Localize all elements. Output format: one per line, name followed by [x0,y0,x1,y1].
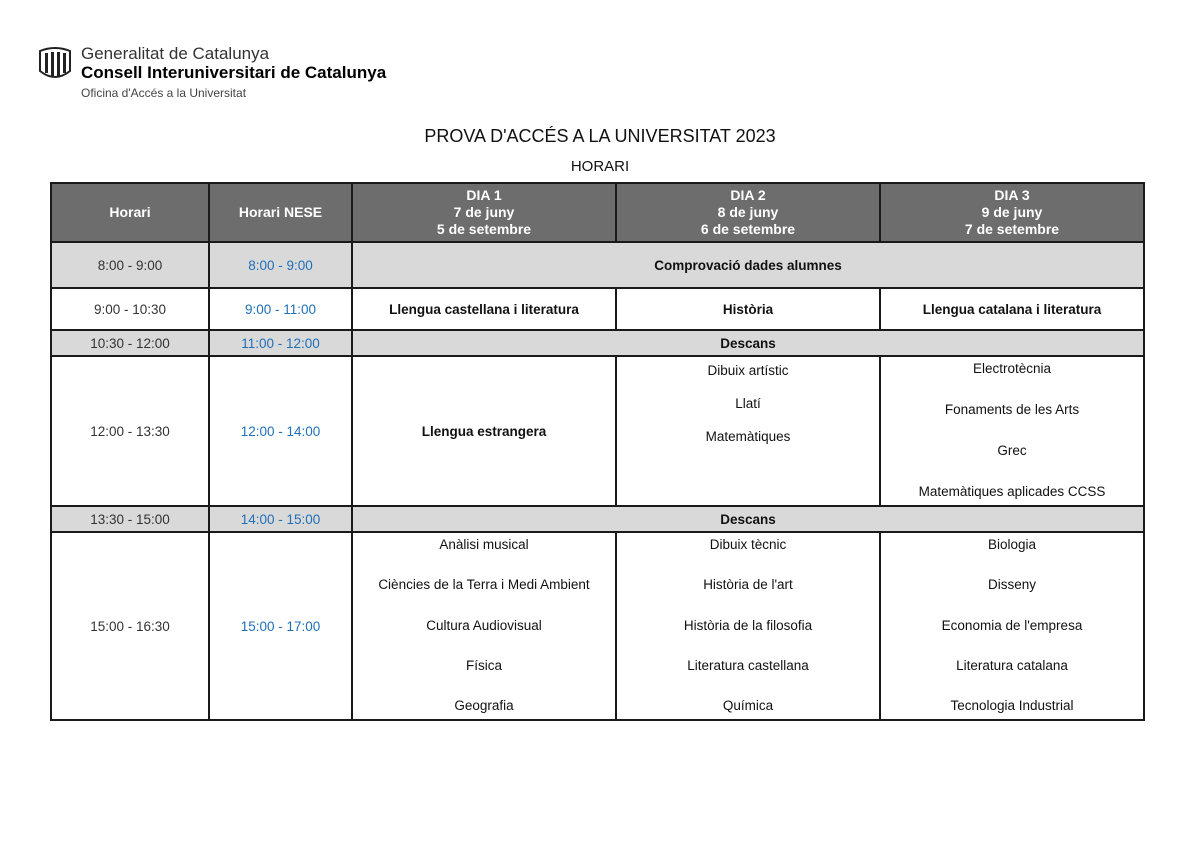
page-subtitle: HORARI [570,158,630,175]
subject-item: Llatí [735,396,761,411]
org-line-3: Oficina d'Accés a la Universitat [81,86,247,100]
subject-item: Ciències de la Terra i Medi Ambient [378,577,590,593]
organization-name [81,44,386,102]
subject-list-cell [616,532,880,720]
subject-list-cell [616,356,880,506]
org-line-2: Consell Interuniversitari de Catalunya [81,63,387,82]
table-row [51,506,1144,532]
subject-item: Matemàtiques aplicades CCSS [918,484,1106,499]
header-nese: Horari NESE [209,183,352,242]
subject-item: Matemàtiques [705,429,791,444]
day-2-date-2: 6 de setembre [700,221,796,237]
merged-cell: Descans [352,330,1144,356]
table-row [51,532,1144,720]
org-line-1: Generalitat de Catalunya [81,44,270,63]
table-row [51,330,1144,356]
header-day-2 [616,183,880,242]
time-cell: 8:00 - 9:00 [51,242,209,288]
table-row [51,242,1144,288]
subject-item: Anàlisi musical [439,537,529,552]
nese-time-cell: 9:00 - 11:00 [209,288,352,330]
subject-item: Història de l'art [703,577,793,593]
header-day-3 [880,183,1144,242]
day-2-label: DIA 2 [730,187,766,203]
subject-item: Dibuix tècnic [709,537,787,552]
subject-list-cell [880,356,1144,506]
subject-item: Geografia [454,698,514,713]
day-1-date-1: 7 de juny [453,204,515,220]
subject-item: Literatura castellana [687,657,809,673]
subject-item: Cultura Audiovisual [426,617,542,633]
day-1-label: DIA 1 [466,187,502,203]
subject-item: Electrotècnia [972,361,1052,376]
subject-item: Química [722,698,774,713]
subject-item: Tecnologia Industrial [950,698,1074,713]
subject-cell: Llengua estrangera [352,356,616,506]
subject-item: Biologia [987,537,1037,552]
merged-cell: Descans [352,506,1144,532]
day-3-date-1: 9 de juny [981,204,1043,220]
subject-item: Història de la filosofia [683,617,813,633]
nese-time-cell: 8:00 - 9:00 [209,242,352,288]
subject-cell: Llengua castellana i literatura [352,288,616,330]
table-row [51,356,1144,506]
day-3-label: DIA 3 [994,187,1030,203]
subject-item: Disseny [987,577,1036,593]
subject-item: Fonaments de les Arts [944,402,1080,417]
time-cell: 9:00 - 10:30 [51,288,209,330]
subject-list-cell [880,532,1144,720]
page-title: PROVA D'ACCÉS A LA UNIVERSITAT 2023 [424,126,776,146]
subject-cell: Història [616,288,880,330]
subject-item: Dibuix artístic [707,363,789,378]
subject-item: Literatura catalana [956,657,1068,673]
generalitat-logo-icon [37,47,73,83]
time-cell: 13:30 - 15:00 [51,506,209,532]
nese-time-cell: 12:00 - 14:00 [209,356,352,506]
subject-item: Física [465,657,502,673]
header-horari: Horari [51,183,209,242]
time-cell: 10:30 - 12:00 [51,330,209,356]
subject-list-cell [352,532,616,720]
subject-item: Economia de l'empresa [941,617,1083,633]
nese-time-cell: 15:00 - 17:00 [209,532,352,720]
table-header-row [51,183,1144,242]
day-2-date-1: 8 de juny [717,204,779,220]
day-3-date-2: 7 de setembre [964,221,1060,237]
header-day-1 [352,183,616,242]
table-row [51,288,1144,330]
nese-time-cell: 11:00 - 12:00 [209,330,352,356]
subject-cell: Llengua catalana i literatura [880,288,1144,330]
time-cell: 12:00 - 13:30 [51,356,209,506]
day-1-date-2: 5 de setembre [436,221,532,237]
time-cell: 15:00 - 16:30 [51,532,209,720]
subject-item: Grec [997,443,1027,458]
nese-time-cell: 14:00 - 15:00 [209,506,352,532]
schedule-table [50,182,1145,721]
merged-cell: Comprovació dades alumnes [352,242,1144,288]
